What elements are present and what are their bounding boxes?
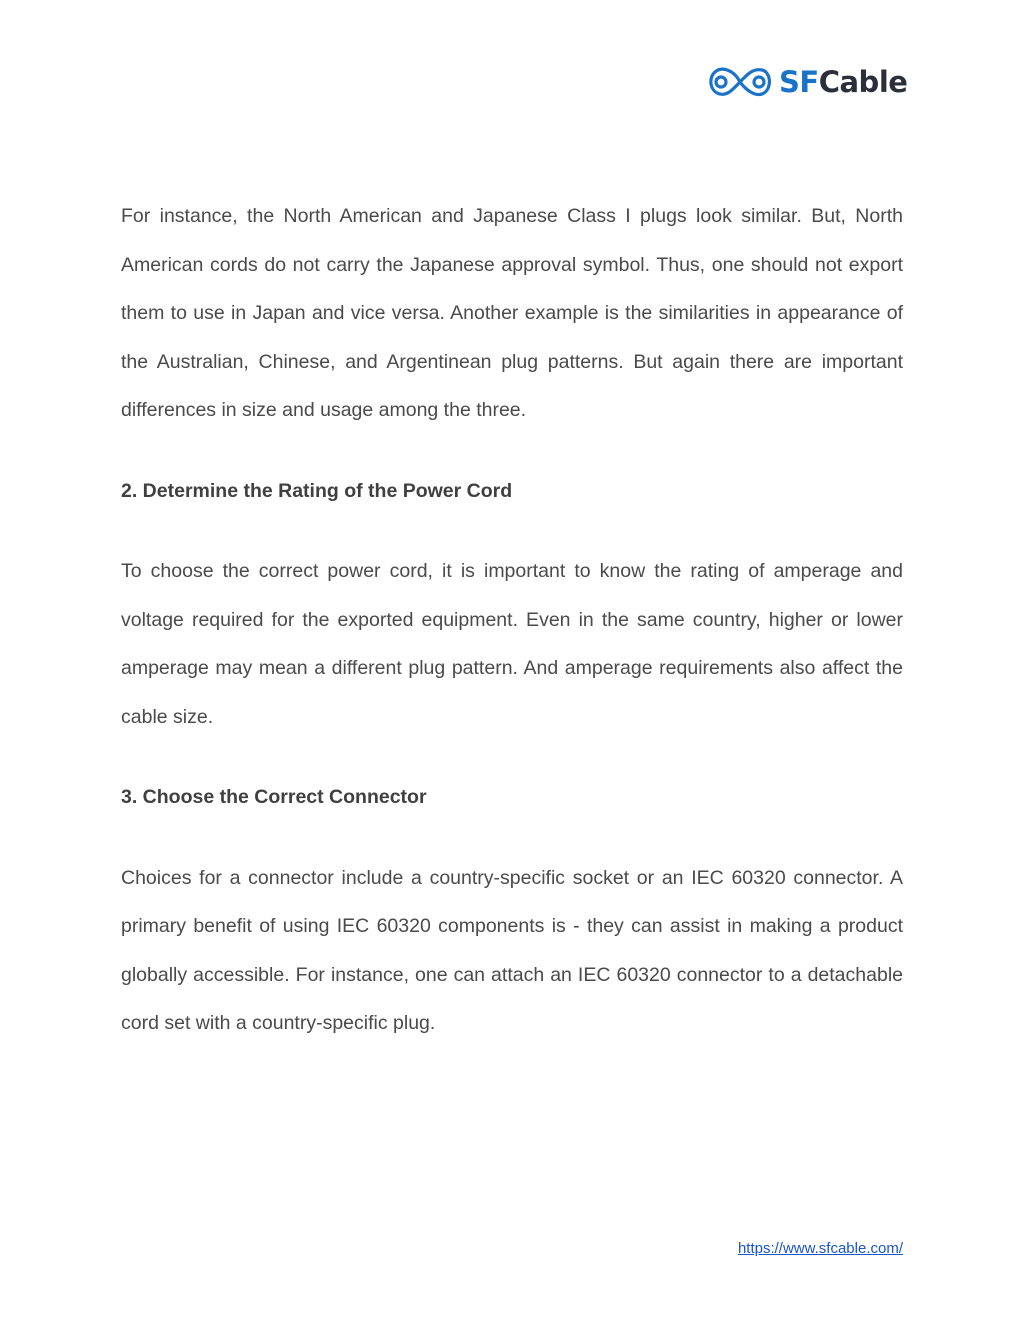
document-body	[121, 192, 903, 1048]
brand-name-cable: Cable	[818, 65, 908, 99]
paragraph-plug-similarities: For instance, the North American and Japanese Class I plugs look similar. But, North American cords do not carry the Japanese approval symbol. Thus, one should not export them to use in Japan and vice versa. Another example is the similarities in appearance of the Australian, Chinese, and Argentinean plug patterns. But again there are important differences in size and usage among the three.	[121, 205, 903, 421]
paragraph-rating: To choose the correct power cord, it is important to know the rating of amperage and voltage required for the exported equipment. Even in the same country, higher or lower amperage may mean a different plug pattern. And amperage requirements also affect the cable size.	[121, 560, 903, 728]
brand-logo	[706, 60, 907, 104]
brand-name-sf: SF	[779, 65, 819, 99]
section-heading-rating: 2. Determine the Rating of the Power Cord	[121, 479, 513, 502]
infinity-cable-logo-icon	[706, 60, 774, 104]
brand-name	[779, 60, 907, 104]
paragraph-connector: Choices for a connector include a country-specific socket or an IEC 60320 connector. A primary benefit of using IEC 60320 components is - they can assist in making a product globally accessible. For instance, one can attach an IEC 60320 connector to a detachable cord set with a country-specific plug.	[121, 866, 903, 1034]
section-heading-connector: 3. Choose the Correct Connector	[121, 786, 427, 808]
footer-website-link[interactable]: https://www.sfcable.com/	[737, 1240, 903, 1257]
